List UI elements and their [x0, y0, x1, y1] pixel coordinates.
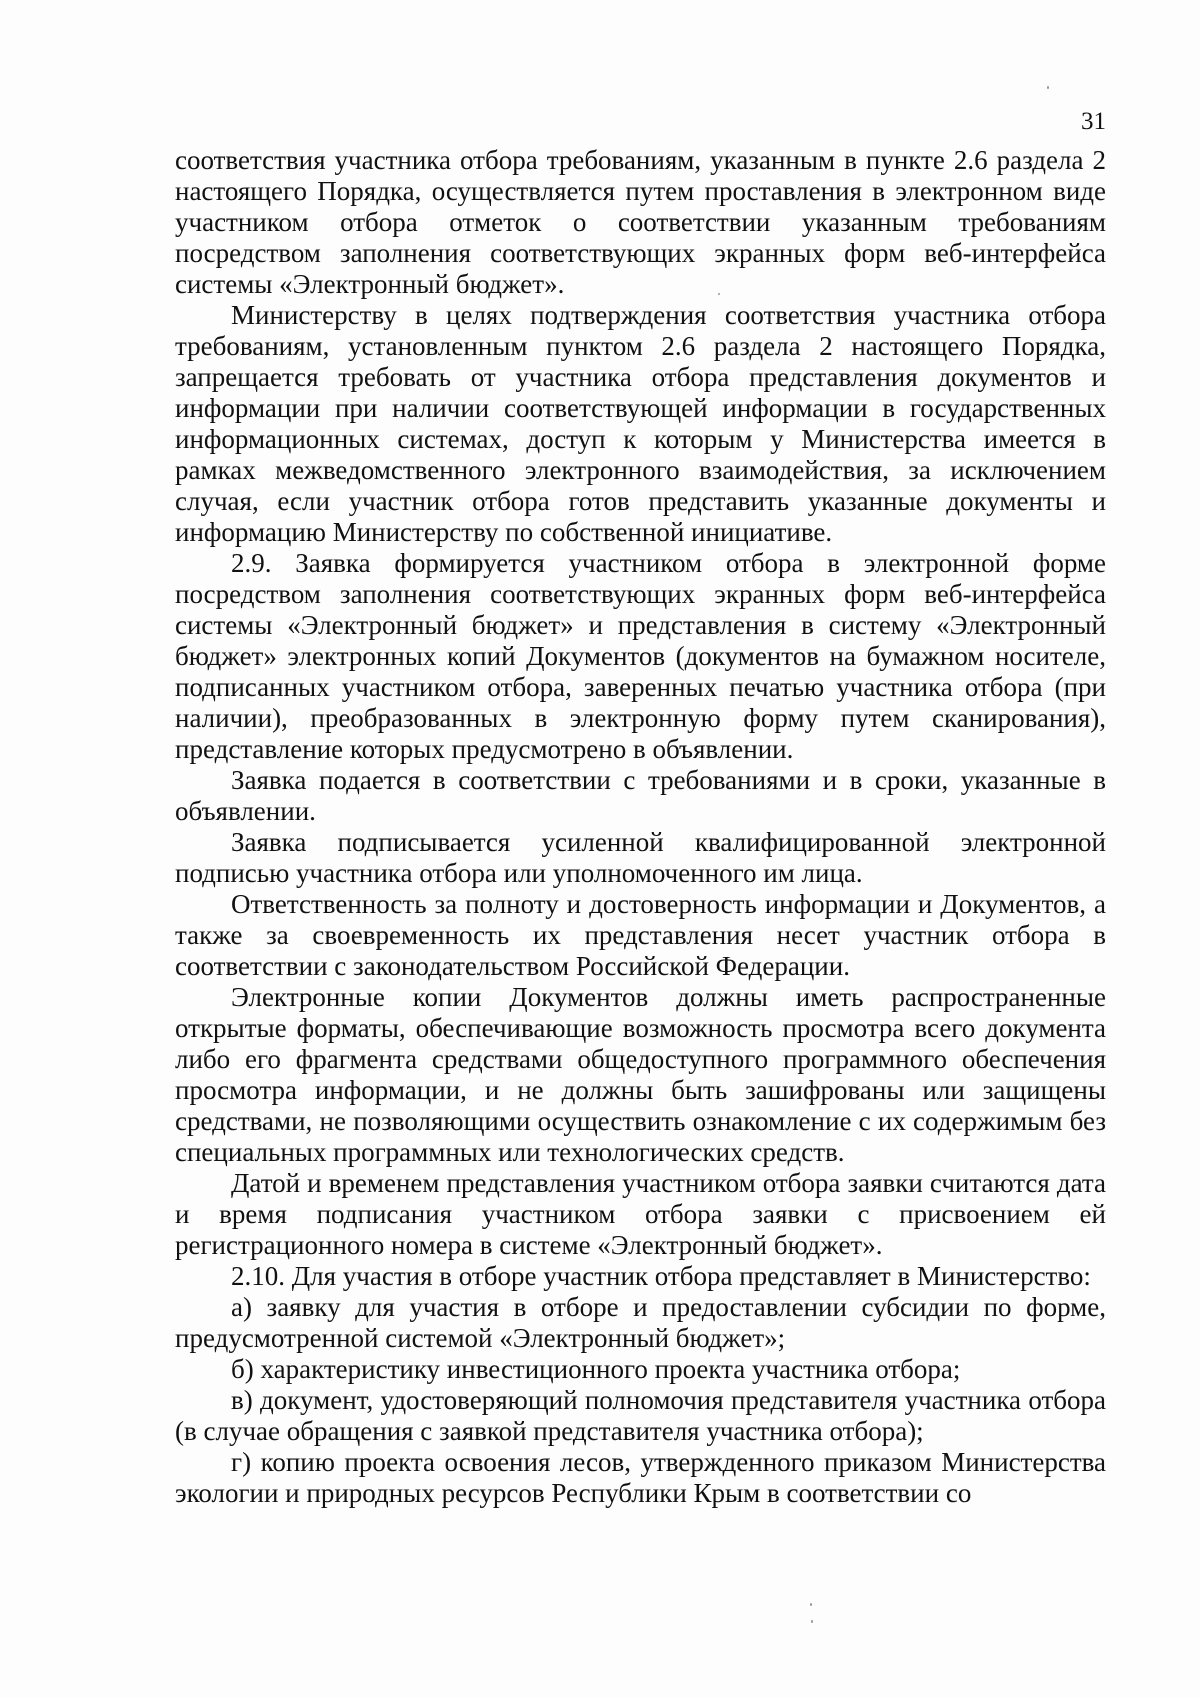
- paragraph: Заявка подписывается усиленной квалифицированной электронной подписью участника отбора или уполномоченного им лица.: [175, 827, 1106, 888]
- paragraph: Министерству в целях подтверждения соответствия участника отбора требованиям, установленным пунктом 2.6 раздела 2 настоящего Порядка, запрещается требовать от участника отбора представления документов и информации при наличии соответствующей информации в государственных информационных системах, доступ к которым у Министерства имеется в рамках межведомственного электронного взаимодействия, за исключением случая, если участник отбора готов представить указанные документы и информацию Министерству по собственной инициативе.: [175, 300, 1106, 547]
- list-item-v: в) документ, удостоверяющий полномочия представителя участника отбора (в случае обращения с заявкой представителя участника отбора);: [175, 1385, 1106, 1446]
- paragraph: Заявка подается в соответствии с требованиями и в сроки, указанные в объявлении.: [175, 765, 1106, 826]
- scan-speck: [1047, 86, 1049, 89]
- paragraph: Электронные копии Документов должны иметь распространенные открытые форматы, обеспечивающие возможность просмотра всего документа либо его фрагмента средствами общедоступного программного обеспечения просмотра информации, и не должны быть зашифрованы или защищены средствами, не позволяющими осуществить ознакомление с их содержимым без специальных программных или технологических средств.: [175, 982, 1106, 1167]
- scan-speck: [718, 293, 720, 295]
- scan-speck: [810, 1603, 812, 1606]
- paragraph-clause-2-9: 2.9. Заявка формируется участником отбора в электронной форме посредством заполнения соответствующих экранных форм веб-интерфейса системы «Электронный бюджет» и представления в систему «Электронный бюджет» электронных копий Документов (документов на бумажном носителе, подписанных участником отбора, заверенных печатью участника отбора (при наличии), преобразованных в электронную форму путем сканирования), представление которых предусмотрено в объявлении.: [175, 548, 1106, 764]
- paragraph: Ответственность за полноту и достоверность информации и Документов, а также за своевременность их представления несет участник отбора в соответствии с законодательством Российской Федерации.: [175, 889, 1106, 981]
- document-body: [175, 145, 1106, 1509]
- scan-speck: [811, 1620, 813, 1623]
- paragraph-continuation: соответствия участника отбора требованиям, указанным в пункте 2.6 раздела 2 настоящего Порядка, осуществляется путем проставления в электронном виде участником отбора отметок о соответствии указанным требованиям посредством заполнения соответствующих экранных форм веб-интерфейса системы «Электронный бюджет».: [175, 145, 1106, 299]
- page-number: 31: [1081, 108, 1106, 135]
- paragraph-clause-2-10: 2.10. Для участия в отборе участник отбора представляет в Министерство:: [231, 1261, 1091, 1291]
- list-item-a: а) заявку для участия в отборе и предоставлении субсидии по форме, предусмотренной системой «Электронный бюджет»;: [175, 1292, 1106, 1353]
- list-item-b: б) характеристику инвестиционного проекта участника отбора;: [231, 1354, 961, 1384]
- list-item-g: г) копию проекта освоения лесов, утвержденного приказом Министерства экологии и природных ресурсов Республики Крым в соответствии со: [175, 1447, 1106, 1508]
- paragraph: Датой и временем представления участником отбора заявки считаются дата и время подписания участником отбора заявки с присвоением ей регистрационного номера в системе «Электронный бюджет».: [175, 1168, 1106, 1260]
